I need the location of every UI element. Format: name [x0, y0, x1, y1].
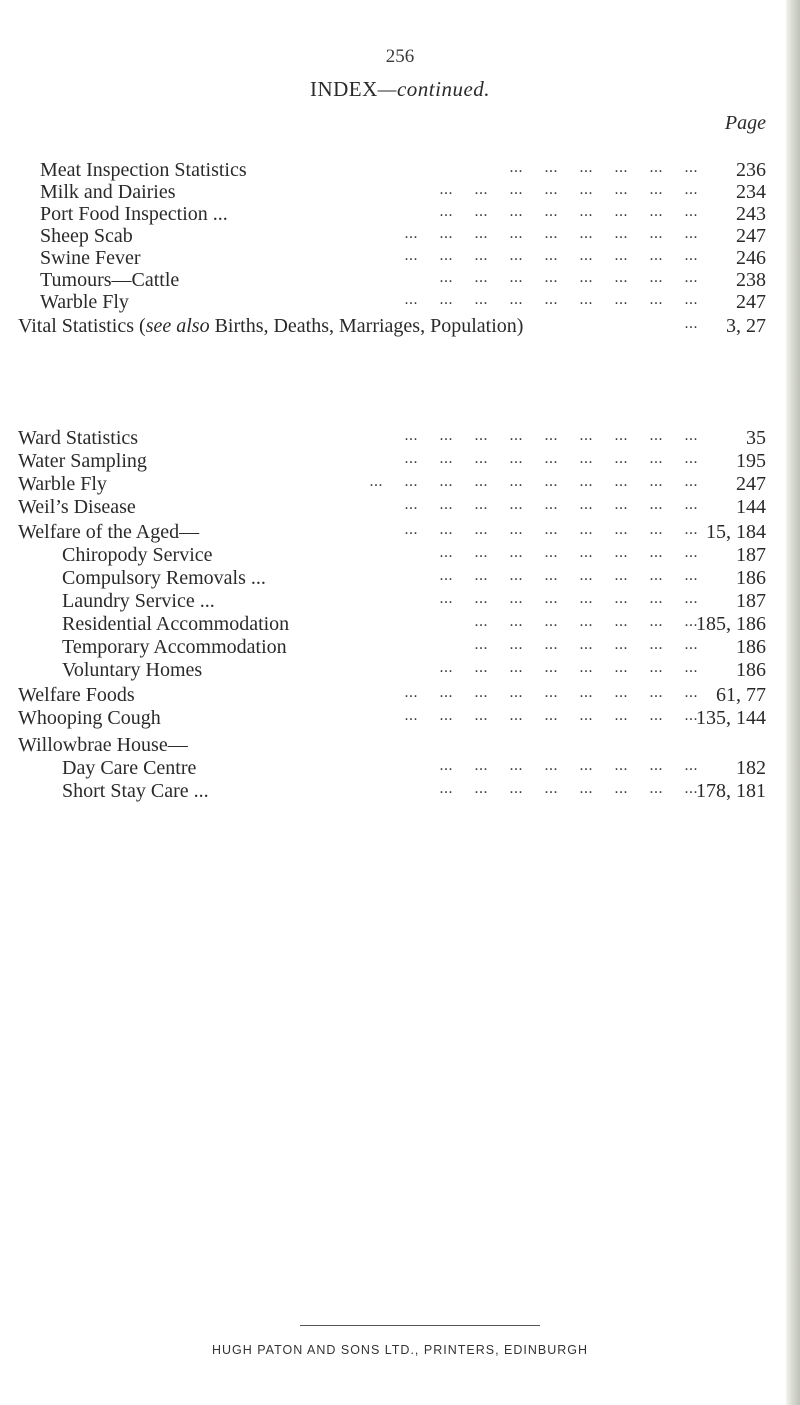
entry-leader: ... ... ... ... ... ... ... ... — [439, 757, 698, 774]
index-subentry — [62, 658, 766, 682]
entry-leader: ... ... ... ... ... ... ... ... — [439, 590, 698, 607]
entry-leader: ... ... ... ... ... ... ... ... ... — [404, 496, 698, 513]
entry-label: Warble Fly — [40, 291, 129, 313]
entry-leader: ... ... ... ... ... ... — [509, 159, 698, 176]
entry-label: Day Care Centre — [62, 757, 197, 779]
entry-label: Sheep Scab — [40, 225, 133, 247]
entry-leader: ... ... ... ... ... ... ... ... ... — [404, 684, 698, 701]
entry-leader: ... ... ... ... ... ... ... ... — [439, 269, 698, 286]
index-entry — [18, 706, 766, 730]
entry-pages: 246 — [736, 247, 766, 269]
entry-leader: ... ... ... ... ... ... ... — [474, 613, 698, 630]
index-subentry — [62, 779, 766, 803]
entry-pages: 144 — [736, 496, 766, 518]
entry-label: Welfare of the Aged— — [18, 521, 200, 543]
entry-label: Weil’s Disease — [18, 496, 136, 518]
entry-pages: 186 — [736, 636, 766, 658]
entry-leader: ... ... ... ... ... ... ... ... ... ... — [369, 473, 698, 490]
entry-leader: ... ... ... ... ... ... ... — [474, 636, 698, 653]
entry-leader: ... ... ... ... ... ... ... ... ... — [404, 521, 698, 538]
index-entry — [18, 314, 766, 338]
entry-leader: ... ... ... ... ... ... ... ... — [439, 659, 698, 676]
entry-pages: 178, 181 — [696, 780, 766, 802]
footer-rule — [300, 1325, 540, 1326]
entry-leader: ... ... ... ... ... ... ... ... ... — [404, 450, 698, 467]
entry-leader: ... — [684, 315, 698, 332]
entry-label: Swine Fever — [40, 247, 141, 269]
entry-leader: ... ... ... ... ... ... ... ... — [439, 203, 698, 220]
entry-label: Welfare Foods — [18, 684, 135, 706]
entry-leader: ... ... ... ... ... ... ... ... — [439, 544, 698, 561]
entry-label: Temporary Accommodation — [62, 636, 287, 658]
entry-label: Short Stay Care ... — [62, 780, 209, 802]
entry-pages: 187 — [736, 544, 766, 566]
entry-label: Compulsory Removals ... — [62, 567, 266, 589]
entry-pages: 236 — [736, 159, 766, 181]
page-edge-shadow — [786, 0, 800, 1405]
index-entry — [40, 290, 766, 314]
entry-label: Laundry Service ... — [62, 590, 215, 612]
entry-pages: 186 — [736, 567, 766, 589]
entry-pages: 187 — [736, 590, 766, 612]
page-number: 256 — [385, 46, 415, 67]
entry-pages: 247 — [736, 473, 766, 495]
index-entry — [18, 495, 766, 519]
entry-leader: ... ... ... ... ... ... ... ... ... — [404, 427, 698, 444]
entry-label: Port Food Inspection ... — [40, 203, 228, 225]
entry-pages: 61, 77 — [716, 684, 766, 706]
entry-leader: ... ... ... ... ... ... ... ... — [439, 567, 698, 584]
see-also-phrase: see also — [145, 315, 210, 337]
entry-label: Warble Fly — [18, 473, 107, 495]
entry-label: Tumours—Cattle — [40, 269, 180, 291]
entry-leader: ... ... ... ... ... ... ... ... ... — [404, 225, 698, 242]
index-title-suffix: —continued. — [377, 77, 491, 101]
entry-pages: 247 — [736, 225, 766, 247]
entry-label: Whooping Cough — [18, 707, 161, 729]
entry-pages: 35 — [746, 427, 766, 449]
entry-leader: ... ... ... ... ... ... ... ... — [439, 780, 698, 797]
entry-pages: 135, 144 — [696, 707, 766, 729]
entry-leader: ... ... ... ... ... ... ... ... ... — [404, 247, 698, 264]
entry-pages: 234 — [736, 181, 766, 203]
entry-pages: 185, 186 — [696, 613, 766, 635]
running-title — [0, 77, 800, 102]
entry-label: Voluntary Homes — [62, 659, 203, 681]
page-column-label: Page — [724, 112, 766, 134]
entry-pages: 182 — [736, 757, 766, 779]
entry-label: Vital Statistics (see also Births, Deaths, Marriages, Population) — [18, 315, 524, 337]
entry-leader: ... ... ... ... ... ... ... ... ... — [404, 291, 698, 308]
index-title: INDEX — [309, 77, 378, 101]
entry-label: Milk and Dairies — [40, 181, 176, 203]
entry-leader: ... ... ... ... ... ... ... ... ... — [404, 707, 698, 724]
entry-label: Meat Inspection Statistics — [40, 159, 247, 181]
entry-pages: 186 — [736, 659, 766, 681]
entry-label: Water Sampling — [18, 450, 147, 472]
printer-imprint: HUGH PATON AND SONS LTD., PRINTERS, EDINBURGH — [211, 1343, 589, 1357]
entry-pages: 243 — [736, 203, 766, 225]
entry-label: Chiropody Service — [62, 544, 213, 566]
entry-leader: ... ... ... ... ... ... ... ... — [439, 181, 698, 198]
entry-pages: 247 — [736, 291, 766, 313]
entry-label: Residential Accommodation — [62, 613, 290, 635]
entry-label: Willowbrae House— — [18, 734, 188, 756]
entry-label: Ward Statistics — [18, 427, 139, 449]
entry-pages: 238 — [736, 269, 766, 291]
entry-pages: 195 — [736, 450, 766, 472]
entry-pages: 3, 27 — [726, 315, 766, 337]
entry-pages: 15, 184 — [706, 521, 766, 543]
